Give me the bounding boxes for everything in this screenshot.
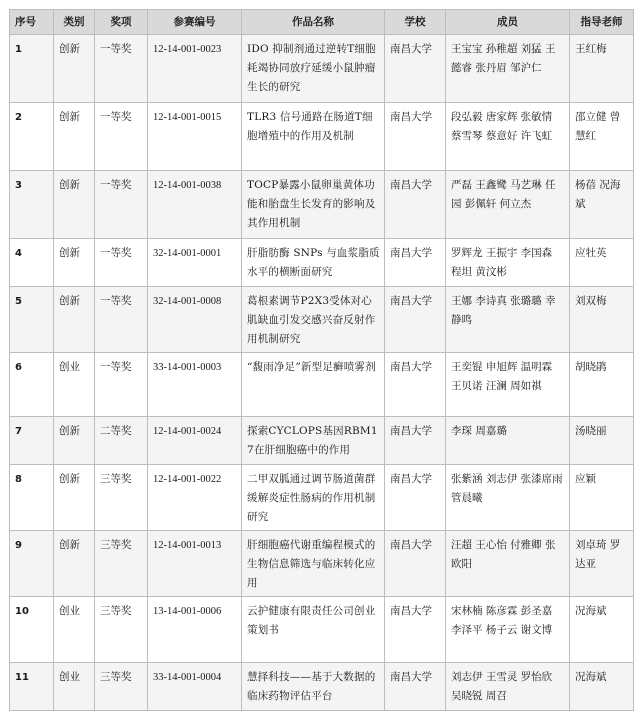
cell-school: 南昌大学 <box>385 465 446 531</box>
cell-title: 慧择科技——基于大数据的临床药物评估平台 <box>242 663 385 711</box>
header-members: 成员 <box>446 10 570 35</box>
cell-school: 南昌大学 <box>385 35 446 103</box>
cell-no: 10 <box>10 597 54 663</box>
cell-school: 南昌大学 <box>385 531 446 597</box>
cell-members: 王奕锟 申旭辉 温明霖 王贝诺 汪澜 周如祺 <box>446 353 570 417</box>
table-row <box>10 417 634 465</box>
cell-school: 南昌大学 <box>385 417 446 465</box>
cell-advisor: 杨蓓 况海斌 <box>570 171 634 239</box>
cell-code: 12-14-001-0024 <box>148 417 242 465</box>
cell-category: 创新 <box>54 239 95 287</box>
header-school: 学校 <box>385 10 446 35</box>
cell-title: 葛根素调节P2X3受体对心肌缺血引发交感兴奋反射作用机制研究 <box>242 287 385 353</box>
cell-title: 探索CYCLOPS基因RBM17在肝细胞癌中的作用 <box>242 417 385 465</box>
cell-no: 8 <box>10 465 54 531</box>
table-row <box>10 239 634 287</box>
cell-no: 5 <box>10 287 54 353</box>
cell-members: 王宝宝 孙稚超 刘猛 王懿睿 张丹眉 邹沪仁 <box>446 35 570 103</box>
cell-school: 南昌大学 <box>385 597 446 663</box>
cell-members: 张紫涵 刘志伊 张漆席雨 管晨曦 <box>446 465 570 531</box>
table-row <box>10 531 634 597</box>
cell-award: 三等奖 <box>95 597 148 663</box>
cell-award: 一等奖 <box>95 353 148 417</box>
cell-code: 12-14-001-0015 <box>148 103 242 171</box>
cell-title: 云护健康有限责任公司创业策划书 <box>242 597 385 663</box>
cell-members: 宋林楠 陈彦霖 彭圣嘉 李泽平 杨子云 谢文博 <box>446 597 570 663</box>
cell-members: 罗辉龙 王振宇 李国森 程坦 黄汶彬 <box>446 239 570 287</box>
cell-title: 肝细胞癌代谢重编程模式的生物信息筛选与临床转化应用 <box>242 531 385 597</box>
cell-school: 南昌大学 <box>385 171 446 239</box>
cell-no: 7 <box>10 417 54 465</box>
cell-title: “馥雨净足”新型足癣喷雾剂 <box>242 353 385 417</box>
cell-advisor: 况海斌 <box>570 663 634 711</box>
cell-award: 一等奖 <box>95 239 148 287</box>
header-no: 序号 <box>10 10 54 35</box>
cell-members: 刘志伊 王雪灵 罗怡欣 吴晓锐 周召 <box>446 663 570 711</box>
table-row <box>10 597 634 663</box>
cell-award: 三等奖 <box>95 531 148 597</box>
cell-advisor: 应牡英 <box>570 239 634 287</box>
cell-school: 南昌大学 <box>385 239 446 287</box>
cell-members: 李琛 周嘉璐 <box>446 417 570 465</box>
cell-advisor: 王红梅 <box>570 35 634 103</box>
award-table <box>9 9 634 711</box>
cell-award: 一等奖 <box>95 171 148 239</box>
cell-advisor: 刘卓琦 罗达亚 <box>570 531 634 597</box>
cell-no: 6 <box>10 353 54 417</box>
cell-school: 南昌大学 <box>385 287 446 353</box>
cell-school: 南昌大学 <box>385 353 446 417</box>
cell-code: 33-14-001-0004 <box>148 663 242 711</box>
cell-members: 王娜 李诗真 张璐璐 幸静鸣 <box>446 287 570 353</box>
cell-school: 南昌大学 <box>385 103 446 171</box>
cell-code: 12-14-001-0023 <box>148 35 242 103</box>
cell-title: TOCP暴露小鼠卵巢黄体功能和胎盘生长发育的影响及其作用机制 <box>242 171 385 239</box>
cell-no: 1 <box>10 35 54 103</box>
cell-category: 创新 <box>54 531 95 597</box>
cell-code: 12-14-001-0013 <box>148 531 242 597</box>
table-row <box>10 103 634 171</box>
cell-advisor: 胡晓鹃 <box>570 353 634 417</box>
table-row <box>10 287 634 353</box>
cell-title: TLR3 信号通路在肠道T细胞增殖中的作用及机制 <box>242 103 385 171</box>
cell-advisor: 况海斌 <box>570 597 634 663</box>
cell-advisor: 刘双梅 <box>570 287 634 353</box>
cell-no: 11 <box>10 663 54 711</box>
cell-category: 创业 <box>54 597 95 663</box>
cell-members: 严磊 王鑫鹭 马艺琳 任园 彭佩轩 何立杰 <box>446 171 570 239</box>
header-advisor: 指导老师 <box>570 10 634 35</box>
cell-category: 创新 <box>54 171 95 239</box>
table-row <box>10 171 634 239</box>
cell-category: 创新 <box>54 287 95 353</box>
cell-advisor: 应颖 <box>570 465 634 531</box>
header-code: 参赛编号 <box>148 10 242 35</box>
table-row <box>10 353 634 417</box>
cell-award: 一等奖 <box>95 103 148 171</box>
cell-category: 创业 <box>54 353 95 417</box>
cell-category: 创新 <box>54 465 95 531</box>
cell-category: 创新 <box>54 417 95 465</box>
header-row <box>10 10 634 35</box>
cell-code: 33-14-001-0003 <box>148 353 242 417</box>
cell-award: 一等奖 <box>95 35 148 103</box>
header-award: 奖项 <box>95 10 148 35</box>
table-row <box>10 663 634 711</box>
cell-no: 2 <box>10 103 54 171</box>
cell-code: 32-14-001-0001 <box>148 239 242 287</box>
cell-award: 一等奖 <box>95 287 148 353</box>
cell-code: 12-14-001-0022 <box>148 465 242 531</box>
cell-code: 12-14-001-0038 <box>148 171 242 239</box>
table-row <box>10 465 634 531</box>
cell-category: 创新 <box>54 35 95 103</box>
cell-title: 二甲双胍通过调节肠道菌群缓解炎症性肠病的作用机制研究 <box>242 465 385 531</box>
cell-award: 三等奖 <box>95 465 148 531</box>
header-title: 作品名称 <box>242 10 385 35</box>
cell-code: 13-14-001-0006 <box>148 597 242 663</box>
cell-members: 段弘毅 唐家辉 张敏情 蔡雪琴 蔡意好 许飞虹 <box>446 103 570 171</box>
cell-category: 创新 <box>54 103 95 171</box>
cell-no: 9 <box>10 531 54 597</box>
table-body <box>10 35 634 711</box>
cell-category: 创业 <box>54 663 95 711</box>
cell-school: 南昌大学 <box>385 663 446 711</box>
cell-title: IDO 抑制剂通过逆转T细胞耗竭协同放疗延缓小鼠肿瘤生长的研究 <box>242 35 385 103</box>
cell-no: 4 <box>10 239 54 287</box>
cell-title: 肝脂肪酶 SNPs 与血浆脂质水平的横断面研究 <box>242 239 385 287</box>
cell-award: 三等奖 <box>95 663 148 711</box>
header-category: 类别 <box>54 10 95 35</box>
cell-members: 汪超 王心怡 付雅卿 张欧阳 <box>446 531 570 597</box>
table-row <box>10 35 634 103</box>
cell-no: 3 <box>10 171 54 239</box>
cell-code: 32-14-001-0008 <box>148 287 242 353</box>
cell-advisor: 汤晓丽 <box>570 417 634 465</box>
cell-award: 二等奖 <box>95 417 148 465</box>
cell-advisor: 邵立健 曾慧红 <box>570 103 634 171</box>
